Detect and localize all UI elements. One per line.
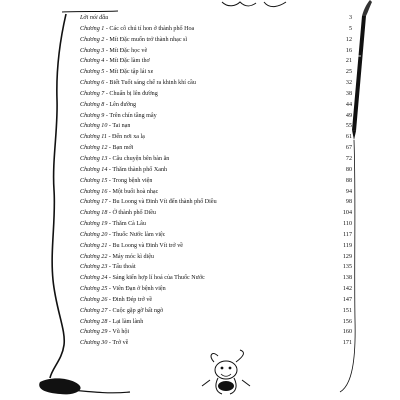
chapter-label: Chương 27 [80, 307, 108, 314]
chapter-label: Chương 13 [80, 155, 108, 162]
page-number: 16 [345, 47, 352, 54]
chapter-label: Chương 18 [80, 210, 108, 217]
chapter-label: Chương 8 [80, 101, 105, 108]
chapter-title: - Cuộc gặp gỡ bất ngờ [107, 307, 164, 314]
page-number: 94 [345, 188, 352, 195]
page-number: 21 [345, 58, 352, 65]
chapter-title: - Bu Loong và Đinh Vít trở về [107, 242, 183, 249]
toc-entry[interactable] [80, 338, 352, 349]
chapter-title: - Trở về [107, 340, 129, 347]
toc-entry[interactable] [80, 327, 352, 338]
chapter-title: - Đinh Đép trở về [107, 296, 153, 303]
page-number: 147 [342, 296, 352, 303]
toc-entry[interactable] [80, 197, 352, 208]
chapter-label: Chương 16 [80, 188, 108, 195]
toc-entry[interactable] [80, 241, 352, 252]
toc-entry[interactable] [80, 295, 352, 306]
chapter-title: - Thăm thành phố Xanh [107, 166, 168, 173]
toc-entry[interactable] [80, 219, 352, 230]
toc-entry[interactable] [80, 100, 352, 111]
toc-entry[interactable] [80, 111, 352, 122]
toc-entry[interactable] [80, 121, 352, 132]
page-number: 61 [345, 134, 352, 141]
page-number: 129 [342, 253, 352, 260]
page-number: 135 [342, 264, 352, 271]
toc-entry[interactable] [80, 252, 352, 263]
toc-entry[interactable] [80, 46, 352, 57]
chapter-title: - Mít Đặc tập lái xe [104, 69, 154, 76]
chapter-title: - Mít Đặc làm thơ [104, 58, 150, 65]
chapter-label: Chương 2 [80, 36, 105, 43]
chapter-label: Lời nói đầu [80, 15, 109, 21]
chapter-title: - Biết Tuốt sáng chế ra khinh khí cầu [104, 80, 196, 87]
chapter-title: - Thuốc Nước làm việc [107, 231, 166, 238]
chapter-title: - Trên chín tầng mây [104, 112, 157, 119]
chapter-title: - Bạn mới [107, 145, 134, 152]
page-number: 110 [343, 221, 352, 228]
page-number: 142 [342, 286, 352, 293]
page-number: 3 [348, 15, 352, 21]
page-number: 160 [342, 329, 352, 336]
chapter-title: - Đến nơi xa lạ [106, 134, 145, 141]
table-of-contents [80, 13, 352, 349]
chapter-title: - Một buổi hoà nhạc [107, 188, 159, 195]
chapter-label: Chương 25 [80, 286, 108, 293]
chapter-title: - Mít Đặc học vẽ [104, 47, 148, 54]
page-number: 5 [348, 25, 352, 32]
top-ink-scribble [62, 2, 286, 12]
character-illustration [202, 350, 250, 394]
toc-entry[interactable] [80, 154, 352, 165]
chapter-title: - Mít Đặc muốn trở thành nhạc sĩ [104, 36, 188, 43]
toc-entry[interactable] [80, 143, 352, 154]
page-number: 49 [345, 112, 352, 119]
page-number: 67 [345, 145, 352, 152]
page-number: 44 [345, 101, 352, 108]
page-number: 119 [343, 242, 352, 249]
page-number: 156 [342, 318, 352, 325]
chapter-title: - Bu Loong và Đinh Vít đến thành phố Diều [107, 199, 217, 206]
toc-entry[interactable] [80, 35, 352, 46]
chapter-title: - Các cô chú tí hon ở thành phố Hoa [104, 25, 195, 32]
page-number: 171 [342, 340, 352, 347]
toc-entry[interactable] [80, 67, 352, 78]
chapter-label: Chương 6 [80, 80, 105, 87]
chapter-label: Chương 3 [80, 47, 105, 54]
ink-blot [39, 378, 80, 394]
chapter-label: Chương 19 [80, 221, 108, 228]
toc-entry[interactable] [80, 89, 352, 100]
page-number: 117 [343, 231, 352, 238]
chapter-title: - Lên đường [104, 101, 137, 108]
chapter-label: Chương 17 [80, 199, 108, 206]
toc-entry[interactable] [80, 230, 352, 241]
chapter-label: Chương 20 [80, 231, 108, 238]
chapter-label: Chương 9 [80, 112, 105, 119]
toc-entry[interactable] [80, 262, 352, 273]
toc-entry[interactable] [80, 208, 352, 219]
toc-entry[interactable] [80, 132, 352, 143]
toc-entry[interactable] [80, 56, 352, 67]
chapter-label: Chương 28 [80, 318, 108, 325]
toc-entry[interactable] [80, 13, 352, 24]
chapter-label: Chương 4 [80, 58, 105, 65]
page-number: 38 [345, 90, 352, 97]
chapter-label: Chương 11 [80, 134, 107, 141]
chapter-title: - Tẩu thoát [107, 264, 136, 271]
chapter-label: Chương 21 [80, 242, 108, 249]
toc-entry[interactable] [80, 273, 352, 284]
page-number: 80 [345, 166, 352, 173]
chapter-label: Chương 12 [80, 145, 108, 152]
chapter-label: Chương 10 [80, 123, 108, 130]
toc-entry[interactable] [80, 306, 352, 317]
pen-icon [352, 0, 372, 140]
chapter-title: - Câu chuyện bên bàn ăn [107, 155, 170, 162]
page-number: 12 [345, 36, 352, 43]
page-number: 104 [342, 210, 352, 217]
toc-entry[interactable] [80, 317, 352, 328]
toc-entry[interactable] [80, 187, 352, 198]
chapter-label: Chương 30 [80, 340, 108, 347]
chapter-title: - Trong bệnh viện [107, 177, 153, 184]
chapter-title: - Vũ hội [107, 329, 130, 336]
chapter-title: - Tai nạn [107, 123, 131, 130]
chapter-label: Chương 5 [80, 69, 105, 76]
toc-entry[interactable] [80, 165, 352, 176]
chapter-title: - Chuẩn bị lên đường [104, 90, 158, 97]
chapter-title: - Máy móc kì diệu [107, 253, 154, 260]
chapter-label: Chương 7 [80, 90, 105, 97]
chapter-label: Chương 1 [80, 25, 105, 32]
chapter-title: - Viên Đạn ở bệnh viện [107, 286, 166, 293]
chapter-title: - Ở thành phố Diều [107, 210, 156, 217]
toc-entry[interactable] [80, 24, 352, 35]
chapter-label: Chương 14 [80, 166, 108, 173]
page-number: 25 [345, 69, 352, 76]
chapter-title: - Sáng kiến hợp lí hoá của Thuốc Nước [107, 275, 205, 282]
chapter-label: Chương 15 [80, 177, 108, 184]
toc-entry[interactable] [80, 78, 352, 89]
toc-entry[interactable] [80, 176, 352, 187]
page-number: 151 [342, 307, 352, 314]
page-number: 88 [345, 177, 352, 184]
page-number: 98 [345, 199, 352, 206]
page-number: 72 [345, 155, 352, 162]
chapter-title: - Thăm Cà Lâu [107, 221, 146, 228]
chapter-label: Chương 26 [80, 296, 108, 303]
chapter-title: - Lại làm lành [107, 318, 144, 325]
chapter-label: Chương 24 [80, 275, 108, 282]
toc-entry[interactable] [80, 284, 352, 295]
left-ink-border [50, 14, 66, 378]
page-number: 32 [345, 80, 352, 87]
chapter-label: Chương 23 [80, 264, 108, 271]
page-number: 138 [342, 275, 352, 282]
page-number: 55 [345, 123, 352, 130]
chapter-label: Chương 22 [80, 253, 108, 260]
chapter-label: Chương 29 [80, 329, 108, 336]
